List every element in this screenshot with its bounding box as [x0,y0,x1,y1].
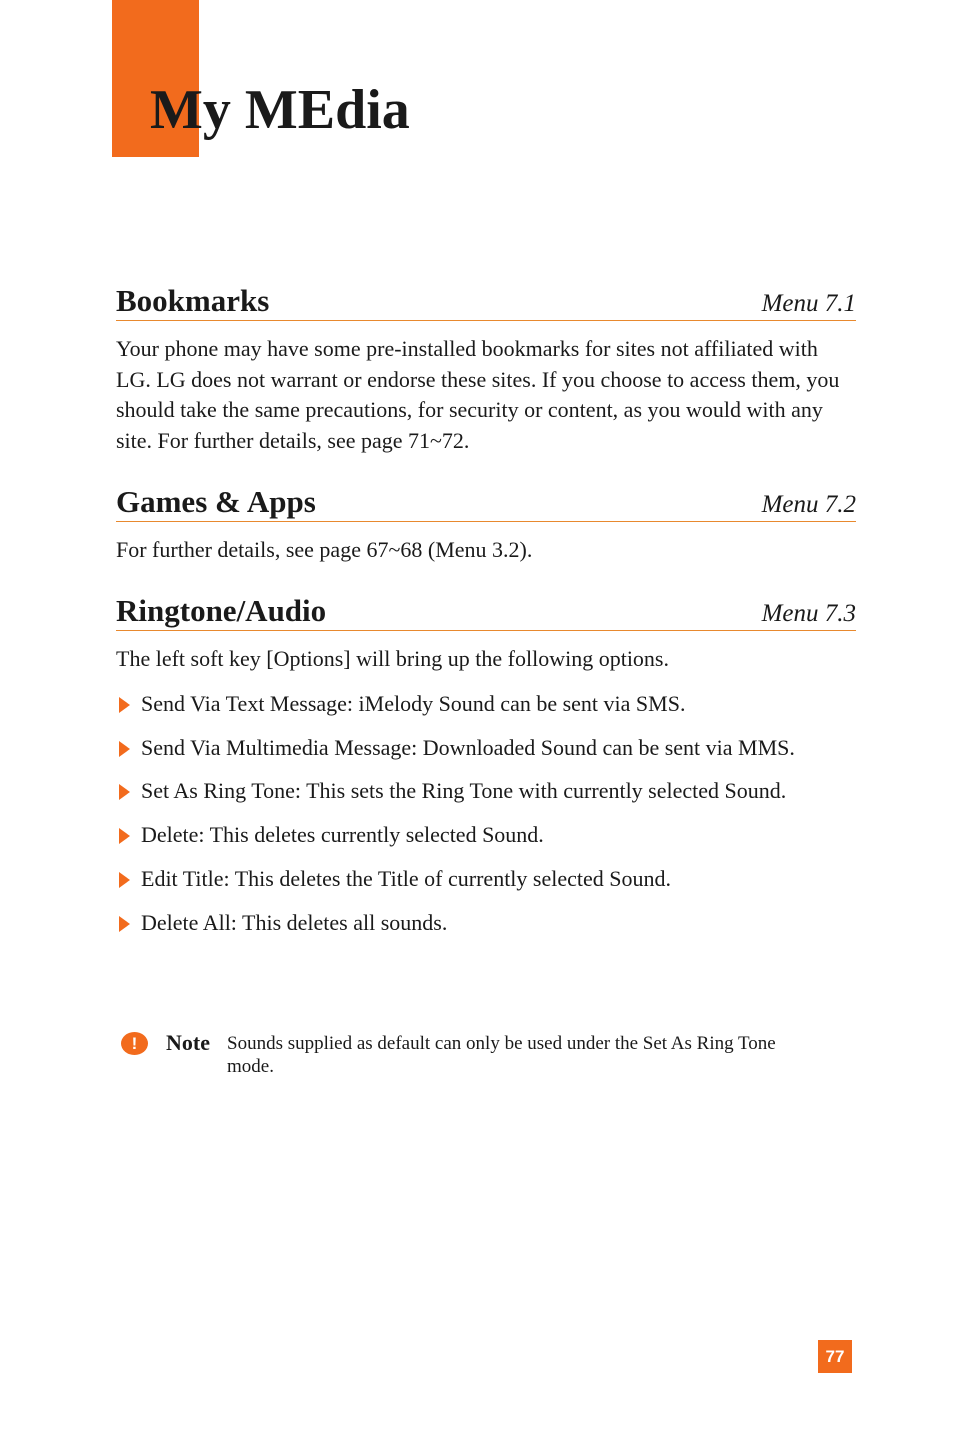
note-text: Sounds supplied as default can only be used under the Set As Ring Tone mode. [227,1033,776,1077]
list-item-text: Delete All: This deletes all sounds. [141,909,448,935]
note-label: Note [166,1030,210,1055]
exclamation-icon: ! [121,1032,148,1055]
section-body-games-apps: For further details, see page 67~68 (Menu 3.2). [116,537,533,562]
list-item-text: Set As Ring Tone: This sets the Ring Tone with currently selected Sound. [141,778,787,804]
list-item [116,820,816,851]
section-title: Bookmarks [116,283,270,318]
list-item-text: Edit Title: This deletes the Title of currently selected Sound. [141,865,671,891]
list-item-text: Send Via Text Message: iMelody Sound can be sent via SMS. [141,691,686,716]
list-item [116,733,816,764]
arrow-right-icon [119,916,130,932]
arrow-right-icon [119,828,130,844]
arrow-right-icon [119,872,130,888]
list-item [116,864,816,895]
section-title: Games & Apps [116,484,316,519]
arrow-right-icon [119,697,130,713]
options-list [116,689,816,951]
section-menu-number: Menu 7.2 [761,491,856,518]
section-title: Ringtone/Audio [116,593,327,628]
section-menu-number: Menu 7.1 [761,290,856,317]
arrow-right-icon [119,784,130,800]
section-header-ringtone-audio [116,594,856,631]
list-item-text: Delete: This deletes currently selected Sound. [141,822,544,848]
section-header-bookmarks [116,284,856,321]
page-number-badge: 77 [818,1340,852,1373]
section-body-ringtone-audio: The left soft key [Options] will bring up the following options. [116,646,669,671]
list-item [116,908,816,939]
section-header-games-apps [116,485,856,522]
list-item [116,776,816,807]
page-title: My MEdia [150,79,410,141]
list-item [116,689,816,720]
arrow-right-icon [119,741,130,757]
section-menu-number: Menu 7.3 [761,600,856,627]
note-box [116,1030,856,1090]
section-body-bookmarks: Your phone may have some pre-installed bookmarks for sites not affiliated with LG. LG does not warrant or endorse these sites. If you choose to access them, you should take the same precautions, for security or content, as you would with any site. For further details, see page 71~72. [116,336,840,454]
list-item-text: Send Via Multimedia Message: Downloaded Sound can be sent via MMS. [141,734,795,760]
